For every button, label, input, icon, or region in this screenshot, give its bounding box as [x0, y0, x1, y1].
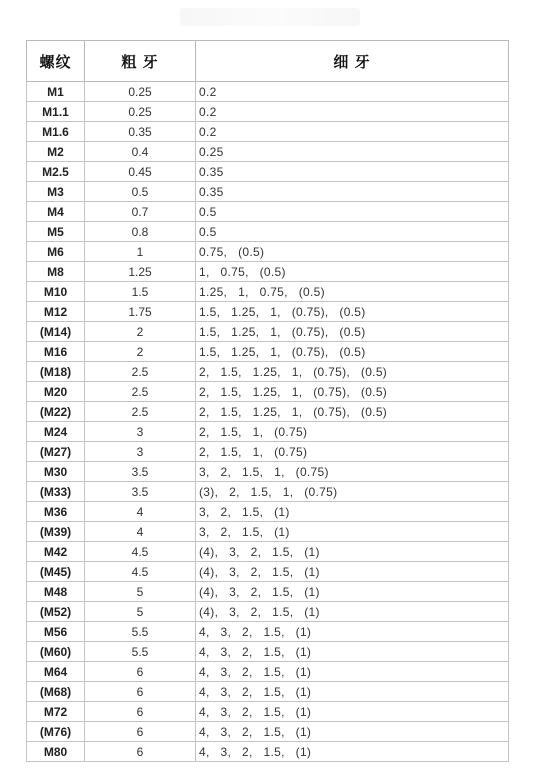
fine-pitch-cell: 0.35: [196, 162, 509, 182]
coarse-pitch-cell: 5: [85, 602, 196, 622]
table-row: [27, 442, 509, 462]
thread-size-cell: M80: [27, 742, 85, 762]
coarse-pitch-cell: 2: [85, 322, 196, 342]
thread-size-cell: M48: [27, 582, 85, 602]
coarse-pitch-cell: 0.25: [85, 82, 196, 102]
table-row: [27, 582, 509, 602]
thread-size-cell: (M18): [27, 362, 85, 382]
coarse-pitch-cell: 5: [85, 582, 196, 602]
thread-size-cell: M1: [27, 82, 85, 102]
thread-size-cell: M5: [27, 222, 85, 242]
fine-pitch-cell: 0.2: [196, 82, 509, 102]
fine-pitch-cell: 0.2: [196, 102, 509, 122]
fine-pitch-cell: (3), 2, 1.5, 1, (0.75): [196, 482, 509, 502]
coarse-pitch-cell: 3.5: [85, 462, 196, 482]
thread-size-cell: M6: [27, 242, 85, 262]
fine-pitch-cell: 3, 2, 1.5, (1): [196, 502, 509, 522]
table-row: [27, 182, 509, 202]
fine-pitch-cell: 4, 3, 2, 1.5, (1): [196, 662, 509, 682]
thread-size-cell: M36: [27, 502, 85, 522]
thread-size-cell: M20: [27, 382, 85, 402]
table-row: [27, 622, 509, 642]
coarse-pitch-cell: 0.8: [85, 222, 196, 242]
coarse-pitch-cell: 6: [85, 722, 196, 742]
table-row: [27, 202, 509, 222]
fine-pitch-cell: 0.25: [196, 142, 509, 162]
table-row: [27, 362, 509, 382]
coarse-pitch-cell: 2.5: [85, 382, 196, 402]
thread-size-cell: M1.6: [27, 122, 85, 142]
thread-size-cell: M3: [27, 182, 85, 202]
coarse-pitch-cell: 2.5: [85, 362, 196, 382]
header-row: [27, 41, 509, 82]
table-row: [27, 262, 509, 282]
table-row: [27, 322, 509, 342]
thread-size-cell: M10: [27, 282, 85, 302]
coarse-pitch-cell: 5.5: [85, 642, 196, 662]
table-row: [27, 382, 509, 402]
thread-pitch-table: [26, 40, 509, 762]
coarse-pitch-cell: 1.75: [85, 302, 196, 322]
table-row: [27, 502, 509, 522]
coarse-pitch-cell: 6: [85, 682, 196, 702]
fine-pitch-cell: 3, 2, 1.5, (1): [196, 522, 509, 542]
table-row: [27, 542, 509, 562]
fine-pitch-cell: 1.5, 1.25, 1, (0.75), (0.5): [196, 342, 509, 362]
fine-pitch-cell: 0.5: [196, 222, 509, 242]
coarse-pitch-cell: 4: [85, 522, 196, 542]
fine-pitch-cell: (4), 3, 2, 1.5, (1): [196, 562, 509, 582]
table-body: [27, 82, 509, 762]
thread-size-cell: (M68): [27, 682, 85, 702]
fine-pitch-cell: 2, 1.5, 1.25, 1, (0.75), (0.5): [196, 402, 509, 422]
table-row: [27, 142, 509, 162]
thread-size-cell: M56: [27, 622, 85, 642]
thread-size-cell: (M22): [27, 402, 85, 422]
thread-size-cell: (M14): [27, 322, 85, 342]
table-row: [27, 682, 509, 702]
fine-pitch-cell: 2, 1.5, 1, (0.75): [196, 442, 509, 462]
coarse-pitch-cell: 1: [85, 242, 196, 262]
fine-pitch-cell: 1.5, 1.25, 1, (0.75), (0.5): [196, 322, 509, 342]
table-row: [27, 642, 509, 662]
table-row: [27, 462, 509, 482]
thread-size-cell: (M33): [27, 482, 85, 502]
faint-header-artifact: [180, 8, 360, 26]
coarse-pitch-cell: 2.5: [85, 402, 196, 422]
table-header: [27, 41, 509, 82]
thread-size-cell: (M39): [27, 522, 85, 542]
fine-pitch-cell: 4, 3, 2, 1.5, (1): [196, 622, 509, 642]
thread-size-cell: (M60): [27, 642, 85, 662]
table-row: [27, 222, 509, 242]
coarse-pitch-cell: 5.5: [85, 622, 196, 642]
coarse-pitch-cell: 0.45: [85, 162, 196, 182]
thread-size-cell: M4: [27, 202, 85, 222]
fine-pitch-cell: 4, 3, 2, 1.5, (1): [196, 642, 509, 662]
fine-pitch-cell: (4), 3, 2, 1.5, (1): [196, 602, 509, 622]
header-coarse-pitch: 粗 牙: [85, 41, 196, 82]
coarse-pitch-cell: 4.5: [85, 542, 196, 562]
table-row: [27, 562, 509, 582]
thread-size-cell: (M27): [27, 442, 85, 462]
thread-size-cell: M42: [27, 542, 85, 562]
header-fine-pitch: 细 牙: [196, 41, 509, 82]
table-row: [27, 662, 509, 682]
coarse-pitch-cell: 6: [85, 742, 196, 762]
coarse-pitch-cell: 6: [85, 702, 196, 722]
coarse-pitch-cell: 0.25: [85, 102, 196, 122]
coarse-pitch-cell: 0.7: [85, 202, 196, 222]
fine-pitch-cell: 2, 1.5, 1.25, 1, (0.75), (0.5): [196, 362, 509, 382]
thread-size-cell: M72: [27, 702, 85, 722]
fine-pitch-cell: 4, 3, 2, 1.5, (1): [196, 722, 509, 742]
table-row: [27, 342, 509, 362]
fine-pitch-cell: 0.2: [196, 122, 509, 142]
fine-pitch-cell: 2, 1.5, 1.25, 1, (0.75), (0.5): [196, 382, 509, 402]
thread-size-cell: (M52): [27, 602, 85, 622]
coarse-pitch-cell: 3: [85, 422, 196, 442]
coarse-pitch-cell: 3.5: [85, 482, 196, 502]
fine-pitch-cell: 1, 0.75, (0.5): [196, 262, 509, 282]
table-row: [27, 242, 509, 262]
fine-pitch-cell: 0.75, (0.5): [196, 242, 509, 262]
table-row: [27, 702, 509, 722]
thread-size-cell: M64: [27, 662, 85, 682]
fine-pitch-cell: 1.25, 1, 0.75, (0.5): [196, 282, 509, 302]
fine-pitch-cell: (4), 3, 2, 1.5, (1): [196, 582, 509, 602]
thread-size-cell: (M45): [27, 562, 85, 582]
table-row: [27, 102, 509, 122]
fine-pitch-cell: 3, 2, 1.5, 1, (0.75): [196, 462, 509, 482]
coarse-pitch-cell: 3: [85, 442, 196, 462]
fine-pitch-cell: 4, 3, 2, 1.5, (1): [196, 702, 509, 722]
thread-size-cell: M30: [27, 462, 85, 482]
thread-size-cell: M1.1: [27, 102, 85, 122]
thread-size-cell: M8: [27, 262, 85, 282]
table-row: [27, 282, 509, 302]
coarse-pitch-cell: 1.5: [85, 282, 196, 302]
coarse-pitch-cell: 6: [85, 662, 196, 682]
coarse-pitch-cell: 2: [85, 342, 196, 362]
coarse-pitch-cell: 0.35: [85, 122, 196, 142]
table-row: [27, 162, 509, 182]
fine-pitch-cell: 0.35: [196, 182, 509, 202]
coarse-pitch-cell: 4: [85, 502, 196, 522]
fine-pitch-cell: 4, 3, 2, 1.5, (1): [196, 742, 509, 762]
coarse-pitch-cell: 0.5: [85, 182, 196, 202]
table-row: [27, 402, 509, 422]
table-row: [27, 602, 509, 622]
table-row: [27, 122, 509, 142]
coarse-pitch-cell: 0.4: [85, 142, 196, 162]
table-row: [27, 722, 509, 742]
fine-pitch-cell: 1.5, 1.25, 1, (0.75), (0.5): [196, 302, 509, 322]
table-row: [27, 482, 509, 502]
table-row: [27, 422, 509, 442]
thread-size-cell: M16: [27, 342, 85, 362]
table-row: [27, 82, 509, 102]
fine-pitch-cell: 0.5: [196, 202, 509, 222]
thread-size-cell: M2.5: [27, 162, 85, 182]
fine-pitch-cell: (4), 3, 2, 1.5, (1): [196, 542, 509, 562]
table-row: [27, 522, 509, 542]
fine-pitch-cell: 2, 1.5, 1, (0.75): [196, 422, 509, 442]
header-thread-size: 螺纹: [27, 41, 85, 82]
coarse-pitch-cell: 4.5: [85, 562, 196, 582]
thread-size-cell: M12: [27, 302, 85, 322]
table-row: [27, 742, 509, 762]
thread-size-cell: (M76): [27, 722, 85, 742]
coarse-pitch-cell: 1.25: [85, 262, 196, 282]
table-row: [27, 302, 509, 322]
fine-pitch-cell: 4, 3, 2, 1.5, (1): [196, 682, 509, 702]
thread-size-cell: M24: [27, 422, 85, 442]
thread-size-cell: M2: [27, 142, 85, 162]
